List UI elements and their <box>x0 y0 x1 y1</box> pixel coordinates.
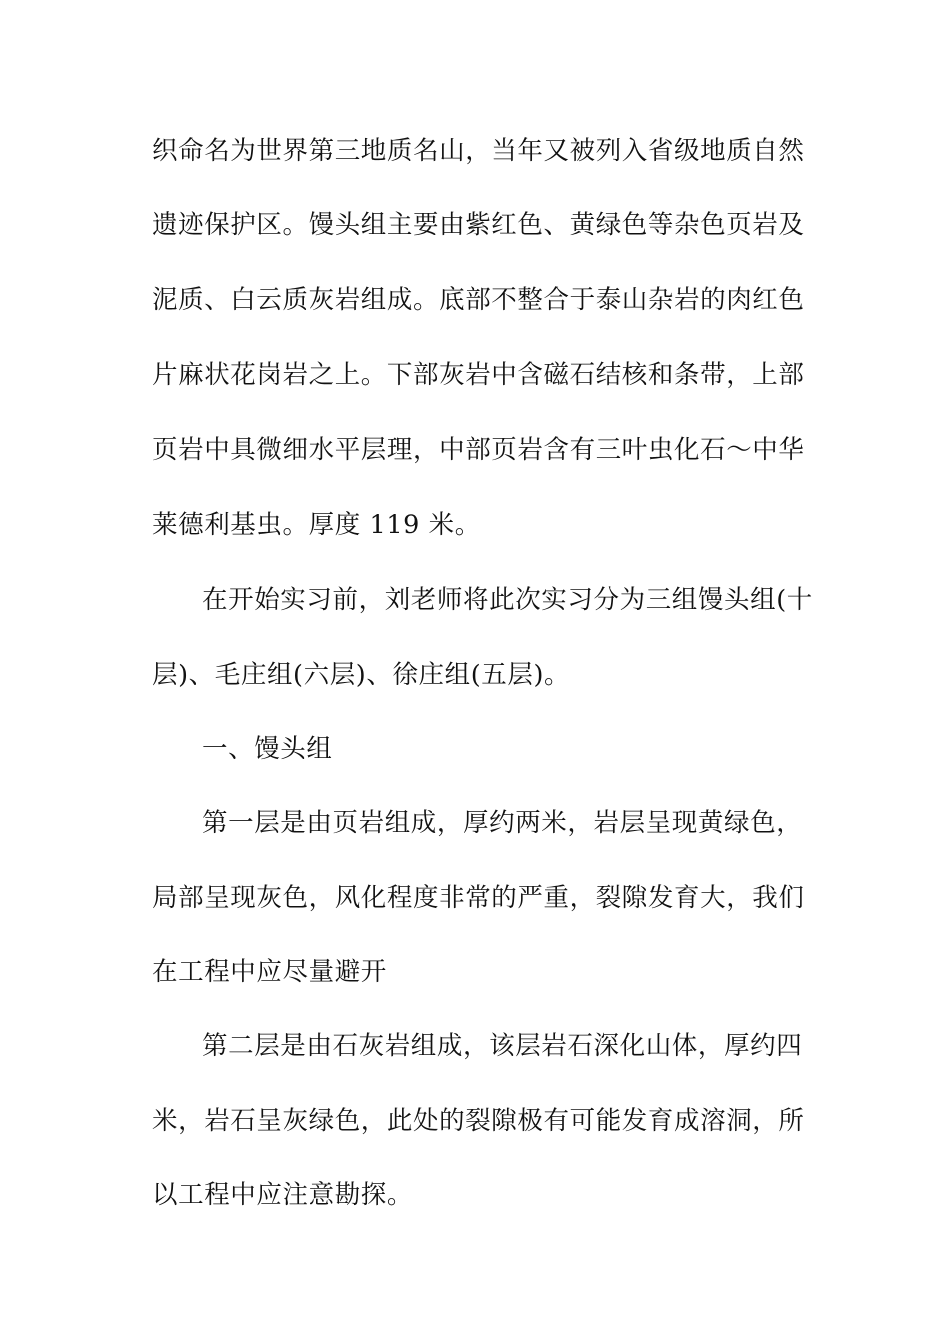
paragraph-first-line: 第二层是由石灰岩组成，该层岩石深化山体，厚约四 <box>202 1031 803 1061</box>
paragraph-first-line: 第一层是由页岩组成，厚约两米，岩层呈现黄绿色， <box>202 808 803 838</box>
text-line: 片麻状花岗岩之上。下部灰岩中含磁石结核和条带，上部 <box>152 360 805 390</box>
text-line: 层)、毛庄组(六层)、徐庄组(五层)。 <box>152 660 571 690</box>
text-line: 泥质、白云质灰岩组成。底部不整合于泰山杂岩的肉红色 <box>152 285 805 315</box>
text-line: 局部呈现灰色，风化程度非常的严重，裂隙发育大，我们 <box>152 883 805 913</box>
text-line: 米，岩石呈灰绿色，此处的裂隙极有可能发育成溶洞，所 <box>152 1106 805 1136</box>
paragraph-first-line: 在开始实习前，刘老师将此次实习分为三组馒头组(十 <box>202 585 813 615</box>
section-heading: 一、馒头组 <box>202 734 333 764</box>
text-line: 莱德利基虫。厚度 119 米。 <box>152 510 481 540</box>
text-line: 遗迹保护区。馒头组主要由紫红色、黄绿色等杂色页岩及 <box>152 210 805 240</box>
text-line: 以工程中应注意勘探。 <box>152 1180 414 1210</box>
text-line: 织命名为世界第三地质名山，当年又被列入省级地质自然 <box>152 136 805 166</box>
text-line: 在工程中应尽量避开 <box>152 957 387 987</box>
text-line: 页岩中具微细水平层理，中部页岩含有三叶虫化石～中华 <box>152 435 805 465</box>
